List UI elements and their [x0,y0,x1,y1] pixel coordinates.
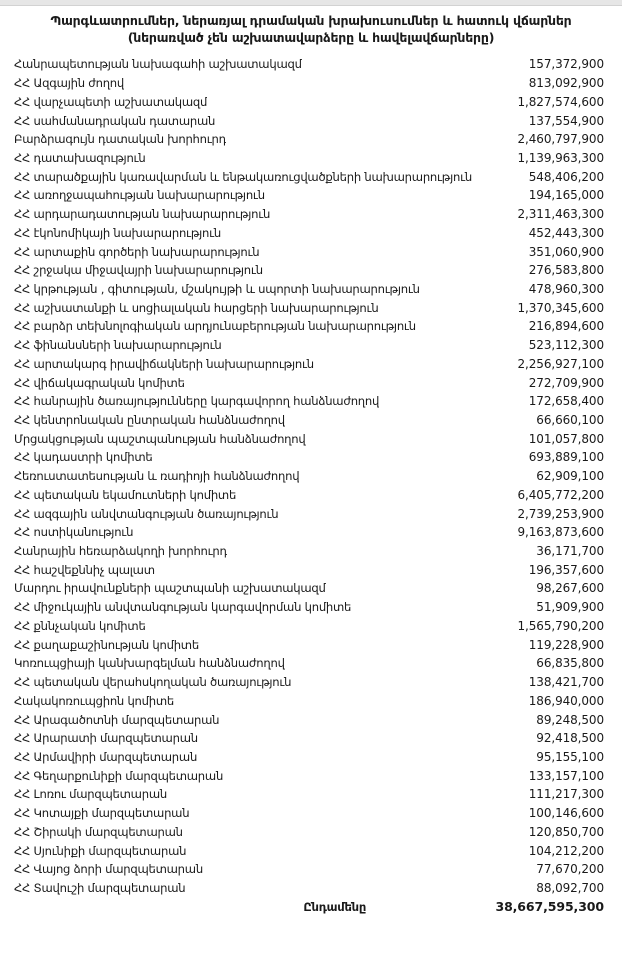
title-line-1: Պարգևատրումներ, ներառյալ դրամական խրախուսումներ և հատուկ վճարներ [50,13,572,28]
table-row [14,261,604,280]
row-value: 77,670,200 [536,862,604,877]
table-row [14,167,604,186]
row-label: ՀՀ կրթության , գիտության, մշակույթի և սպորտի նախարարություն [14,281,420,296]
row-value: 36,171,700 [536,544,604,559]
row-label: ՀՀ Շիրակի մարզպետարան [14,824,183,839]
table-row [14,560,604,579]
row-value: 101,057,800 [528,431,604,446]
row-value: 1,370,345,600 [517,300,604,315]
row-label: ՀՀ պետական վերահսկողական ծառայություն [14,675,292,690]
row-value: 2,311,463,300 [517,207,604,222]
row-value: 216,894,600 [528,319,604,334]
table-row [14,355,604,374]
row-value: 66,660,100 [536,413,604,428]
row-value: 100,146,600 [528,806,604,821]
table-row [14,317,604,336]
table-row [14,804,604,823]
table-row [14,55,604,74]
table-row [14,617,604,636]
row-label: ՀՀ հաշվեքննիչ պալատ [14,562,155,577]
row-label: ՀՀ վարչապետի աշխատակազմ [14,94,208,109]
table-row [14,841,604,860]
row-label: ՀՀ ֆինանսների նախարարություն [14,338,222,353]
row-label: ՀՀ հանրային ծառայությունները կարգավորող հանձնաժողով [14,394,380,409]
table-row [14,822,604,841]
table-row [14,691,604,710]
row-value: 351,060,900 [528,244,604,259]
table-row [14,205,604,224]
row-label: ՀՀ Լոռու մարզպետարան [14,787,167,802]
row-label: ՀՀ Արարատի մարզպետարան [14,731,198,746]
row-label: ՀՀ Տավուշի մարզպետարան [14,880,186,895]
row-value: 66,835,800 [536,656,604,671]
row-label: Հակակոռուպցիոն կոմիտե [14,693,174,708]
row-label: ՀՀ շրջակա միջավայրի նախարարություն [14,263,263,278]
table-row [14,467,604,486]
row-label: ՀՀ սահմանադրական դատարան [14,113,216,128]
table-row [14,654,604,673]
row-value: 95,155,100 [536,749,604,764]
row-label: ՀՀ Գեղարքունիքի մարզպետարան [14,768,224,783]
row-label: ՀՀ Վայոց ձորի մարզպետարան [14,862,203,877]
row-value: 138,421,700 [528,675,604,690]
row-value: 186,940,000 [528,693,604,708]
row-label: Մարդու իրավունքների պաշտպանի աշխատակազմ [14,581,326,596]
table-row [14,92,604,111]
row-label: ՀՀ Ազգային ժողով [14,76,124,91]
row-label: ՀՀ Կոտայքի մարզպետարան [14,806,190,821]
row-value: 276,583,800 [528,263,604,278]
row-value: 1,139,963,300 [517,150,604,165]
document-title [0,12,622,46]
table-row [14,523,604,542]
row-label: Հանրային հեռարձակողի խորհուրդ [14,544,227,559]
row-value: 2,739,253,900 [517,506,604,521]
table-row [14,860,604,879]
row-label: Կոռուպցիայի կանխարգելման հանձնաժողով [14,656,285,671]
row-value: 137,554,900 [528,113,604,128]
table-row [14,149,604,168]
row-label: ՀՀ կադաստրի կոմիտե [14,450,153,465]
table-row [14,223,604,242]
table-row [14,635,604,654]
total-label: Ընդամենը [303,899,367,914]
top-border [0,0,622,6]
table-row [14,411,604,430]
row-label: Մրցակցության պաշտպանության հանձնաժողով [14,431,306,446]
row-value: 9,163,873,600 [517,525,604,540]
table-row [14,879,604,898]
row-value: 89,248,500 [536,712,604,727]
row-value: 119,228,900 [528,637,604,652]
table-row [14,429,604,448]
row-label: Բարձրագույն դատական խորհուրդ [14,132,227,147]
row-value: 120,850,700 [528,824,604,839]
table-row [14,785,604,804]
row-value: 88,092,700 [536,880,604,895]
row-label: ՀՀ ազգային անվտանգության ծառայություն [14,506,279,521]
row-label: ՀՀ ոստիկանություն [14,525,134,540]
table-row [14,598,604,617]
row-label: ՀՀ վիճակագրական կոմիտե [14,375,185,390]
row-value: 272,709,900 [528,375,604,390]
row-label: ՀՀ Սյունիքի մարզպետարան [14,843,187,858]
row-value: 1,565,790,200 [517,618,604,633]
table-row [14,298,604,317]
row-label: ՀՀ պետական եկամուտների կոմիտե [14,487,237,502]
table-row [14,280,604,299]
row-value: 2,256,927,100 [517,356,604,371]
table-row [14,336,604,355]
row-label: ՀՀ բարձր տեխնոլոգիական արդյունաբերության նախարարություն [14,319,416,334]
row-value: 6,405,772,200 [517,487,604,502]
row-value: 693,889,100 [528,450,604,465]
budget-table [14,55,604,916]
table-row [14,392,604,411]
row-value: 172,658,400 [528,394,604,409]
row-value: 62,909,100 [536,469,604,484]
row-value: 196,357,600 [528,562,604,577]
row-label: ՀՀ դատախազություն [14,150,146,165]
table-row [14,448,604,467]
row-value: 2,460,797,900 [517,132,604,147]
row-value: 523,112,300 [528,338,604,353]
row-label: ՀՀ արտաքին գործերի նախարարություն [14,244,260,259]
row-value: 133,157,100 [528,768,604,783]
total-row [14,897,604,916]
row-label: ՀՀ տարածքային կառավարման և ենթակառուցվածքների նախարարություն [14,169,473,184]
table-row [14,673,604,692]
row-value: 111,217,300 [528,787,604,802]
row-value: 104,212,200 [528,843,604,858]
table-row [14,729,604,748]
row-value: 548,406,200 [528,169,604,184]
row-label: ՀՀ միջուկային անվտանգության կարգավորման կոմիտե [14,600,352,615]
table-row [14,710,604,729]
row-label: ՀՀ առողջապահության նախարարություն [14,188,265,203]
row-value: 51,909,900 [536,600,604,615]
table-row [14,748,604,767]
row-value: 1,827,574,600 [517,94,604,109]
table-row [14,766,604,785]
row-label: ՀՀ քաղաքաշինության կոմիտե [14,637,199,652]
row-value: 478,960,300 [528,281,604,296]
row-label: ՀՀ քննչական կոմիտե [14,618,146,633]
total-value: 38,667,595,300 [495,899,604,915]
row-label: ՀՀ արդարադատության նախարարություն [14,207,271,222]
table-row [14,242,604,261]
table-row [14,111,604,130]
table-row [14,486,604,505]
row-label: ՀՀ արտակարգ իրավիճակների նախարարություն [14,356,314,371]
row-value: 98,267,600 [536,581,604,596]
table-row [14,504,604,523]
title-line-2: (ներառված չեն աշխատավարձերը և հավելավճարները) [127,30,495,45]
row-label: ՀՀ Արմավիրի մարզպետարան [14,749,198,764]
row-label: ՀՀ կենտրոնական ընտրական հանձնաժողով [14,413,285,428]
row-value: 813,092,900 [528,76,604,91]
row-label: ՀՀ էկոնոմիկայի նախարարություն [14,225,222,240]
row-label: Հանրապետության նախագահի աշխատակազմ [14,57,302,72]
table-row [14,74,604,93]
row-value: 194,165,000 [528,188,604,203]
row-label: ՀՀ Արագածոտնի մարզպետարան [14,712,220,727]
table-row [14,579,604,598]
row-value: 92,418,500 [536,731,604,746]
table-row [14,130,604,149]
table-row [14,542,604,561]
row-value: 452,443,300 [528,225,604,240]
row-value: 157,372,900 [528,57,604,72]
table-row [14,373,604,392]
row-label: Հեռուստատեսության և ռադիոյի հանձնաժողով [14,469,300,484]
table-row [14,186,604,205]
row-label: ՀՀ աշխատանքի և սոցիալական հարցերի նախարարություն [14,300,379,315]
